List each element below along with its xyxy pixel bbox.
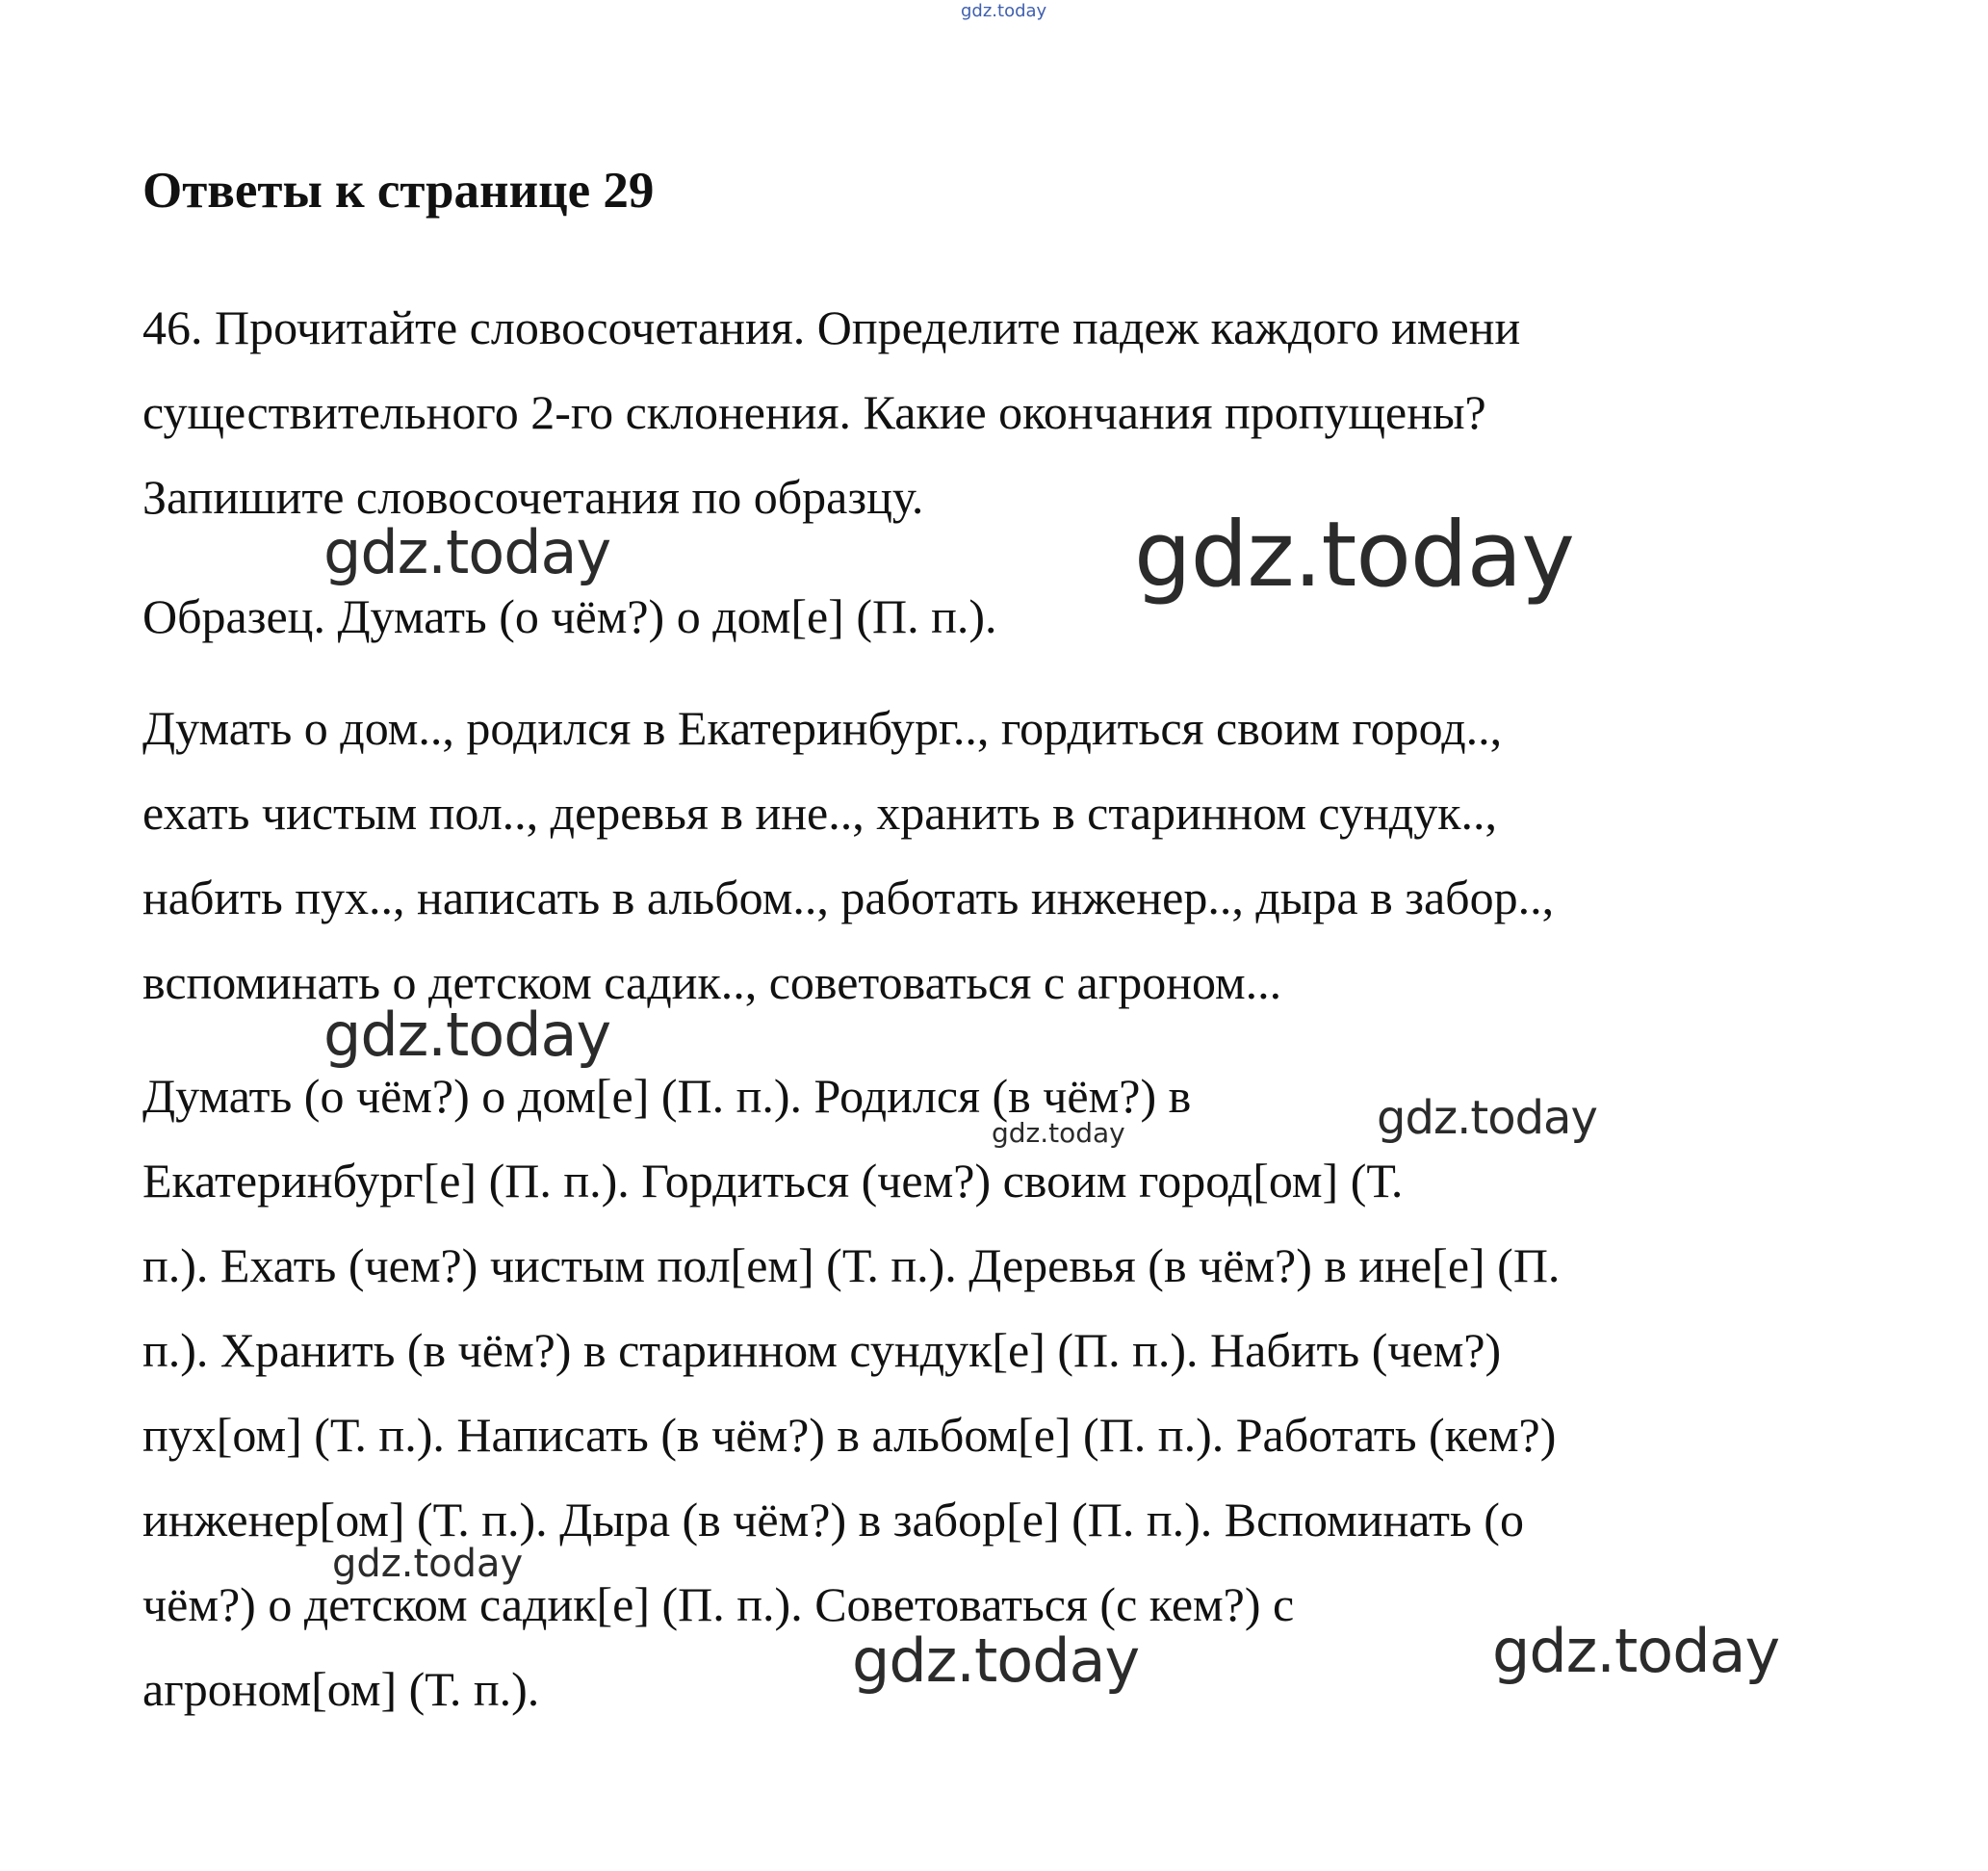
answer-line: инженер[ом] (Т. п.). Дыра (в чём?) в забор[е] (П. п.). Вспоминать (о bbox=[142, 1493, 1524, 1546]
watermark: gdz.today bbox=[323, 1000, 611, 1070]
answer-line: п.). Ехать (чем?) чистым пол[ем] (Т. п.). Деревья (в чём?) в ине[е] (П. bbox=[142, 1238, 1561, 1292]
answer-line: агроном[ом] (Т. п.). bbox=[142, 1662, 540, 1716]
watermark-top: gdz.today bbox=[961, 1, 1047, 21]
watermark: gdz.today bbox=[323, 517, 611, 587]
watermark: gdz.today bbox=[1492, 1616, 1780, 1686]
page-title: Ответы к странице 29 bbox=[142, 163, 655, 219]
watermark: gdz.today bbox=[332, 1542, 524, 1586]
phrases-list bbox=[142, 686, 1554, 1025]
answer-line: Думать (о чём?) о дом[е] (П. п.). Родился (в чём?) в bbox=[142, 1069, 1192, 1123]
answer-line: пух[ом] (Т. п.). Написать (в чём?) в альбом[е] (П. п.). Работать (кем?) bbox=[142, 1408, 1557, 1462]
task-line: Запишите словосочетания по образцу. bbox=[142, 470, 924, 524]
sample-line: Образец. Думать (о чём?) о дом[е] (П. п.). bbox=[142, 589, 997, 643]
answer-line: чём?) о детском садик[е] (П. п.). Советоваться (с кем?) с bbox=[142, 1577, 1295, 1631]
watermark: gdz.today bbox=[1377, 1091, 1597, 1145]
watermark: gdz.today bbox=[992, 1117, 1125, 1149]
watermark: gdz.today bbox=[852, 1625, 1140, 1696]
answer-line: Екатеринбург[е] (П. п.). Гордиться (чем?) своим город[ом] (Т. bbox=[142, 1154, 1404, 1208]
phrases-line: ехать чистым пол.., деревья в ине.., хранить в старинном сундук.., bbox=[142, 786, 1498, 840]
phrases-line: вспоминать о детском садик.., советоваться с агроном... bbox=[142, 955, 1282, 1009]
task-line: 46. Прочитайте словосочетания. Определите падеж каждого имени bbox=[142, 300, 1521, 354]
task-text bbox=[142, 285, 1520, 539]
phrases-line: набить пух.., написать в альбом.., работать инженер.., дыра в забор.., bbox=[142, 871, 1555, 924]
watermark: gdz.today bbox=[1134, 503, 1574, 608]
answer-line: п.). Хранить (в чём?) в старинном сундук[е] (П. п.). Набить (чем?) bbox=[142, 1323, 1502, 1377]
task-line: существительного 2-го склонения. Какие окончания пропущены? bbox=[142, 385, 1486, 439]
phrases-line: Думать о дом.., родился в Екатеринбург.., гордиться своим город.., bbox=[142, 701, 1503, 755]
